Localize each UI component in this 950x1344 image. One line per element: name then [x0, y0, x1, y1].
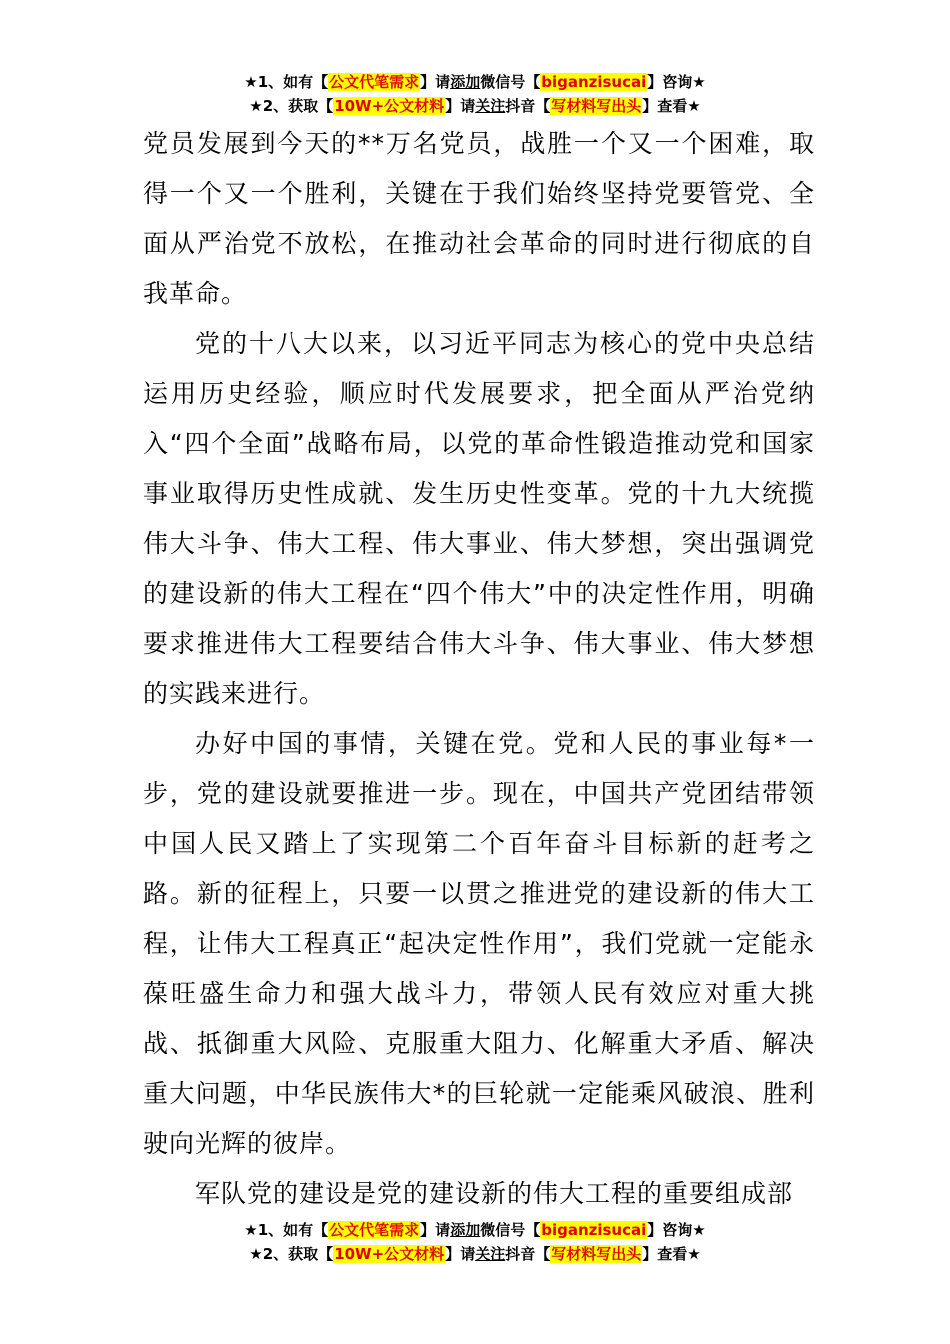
- banner-emphasis: 关注: [475, 1245, 506, 1263]
- banner-emphasis: 添加: [450, 1221, 481, 1239]
- banner-text: 抖音【: [505, 1245, 551, 1263]
- banner-text: 】咨询★: [647, 1221, 706, 1239]
- paragraph: 党员发展到今天的**万名党员，战胜一个又一个困难，取得一个又一个胜利，关键在于我们始终坚持党要管党、全面从严治党不放松，在推动社会革命的同时进行彻底的自我革命。: [143, 129, 815, 308]
- banner-text: ★2、获取【: [249, 1245, 334, 1263]
- banner-line-1: [0, 1218, 950, 1242]
- banner-line-2: [0, 94, 950, 118]
- banner-text: 】请: [420, 73, 451, 91]
- banner-emphasis: 添加: [450, 73, 481, 91]
- banner-highlight: 10W+公文材料: [334, 97, 445, 115]
- banner-highlight: 10W+公文材料: [334, 1245, 445, 1263]
- banner-text: ★2、获取【: [249, 97, 334, 115]
- document-body: [143, 119, 815, 1219]
- paragraph: 军队党的建设是党的建设新的伟大工程的重要组成部: [195, 1179, 794, 1208]
- banner-text: 微信号【: [480, 1221, 541, 1239]
- banner-line-1: [0, 70, 950, 94]
- banner-text: 微信号【: [480, 73, 541, 91]
- banner-text: 】请: [445, 97, 476, 115]
- banner-text: ★1、如有【: [244, 1221, 329, 1239]
- paragraph: 党的十八大以来，以习近平同志为核心的党中央总结运用历史经验，顺应时代发展要求，把全面从严治党纳入“四个全面”战略布局，以党的革命性锻造推动党和国家事业取得历史性成就、发生历史性变革。党的十九大统揽伟大斗争、伟大工程、伟大事业、伟大梦想，突出强调党的建设新的伟大工程在“四个伟大”中的决定性作用，明确要求推进伟大工程要结合伟大斗争、伟大事业、伟大梦想的实践来进行。: [143, 329, 815, 708]
- banner-highlight: 公文代笔需求: [329, 1221, 420, 1239]
- banner-text: 】请: [445, 1245, 476, 1263]
- banner-emphasis: 关注: [475, 97, 506, 115]
- banner-text: ★1、如有【: [244, 73, 329, 91]
- banner-text: 】咨询★: [647, 73, 706, 91]
- banner-text: 】查看★: [642, 1245, 701, 1263]
- header-banner: [0, 70, 950, 118]
- banner-highlight: 写材料写出头: [551, 97, 642, 115]
- banner-highlight: 写材料写出头: [551, 1245, 642, 1263]
- banner-line-2: [0, 1242, 950, 1266]
- banner-text: 抖音【: [505, 97, 551, 115]
- banner-highlight: biganzisucai: [541, 73, 647, 91]
- banner-highlight: biganzisucai: [541, 1221, 647, 1239]
- banner-text: 】请: [420, 1221, 451, 1239]
- footer-banner: [0, 1218, 950, 1266]
- paragraph: 办好中国的事情，关键在党。党和人民的事业每*一步，党的建设就要推进一步。现在，中国共产党团结带领中国人民又踏上了实现第二个百年奋斗目标新的赶考之路。新的征程上，只要一以贯之推进党的建设新的伟大工程，让伟大工程真正“起决定性作用”，我们党就一定能永葆旺盛生命力和强大战斗力，带领人民有效应对重大挑战、抵御重大风险、克服重大阻力、化解重大矛盾、解决重大问题，中华民族伟大*的巨轮就一定能乘风破浪、胜利驶向光辉的彼岸。: [143, 729, 815, 1158]
- banner-highlight: 公文代笔需求: [329, 73, 420, 91]
- banner-text: 】查看★: [642, 97, 701, 115]
